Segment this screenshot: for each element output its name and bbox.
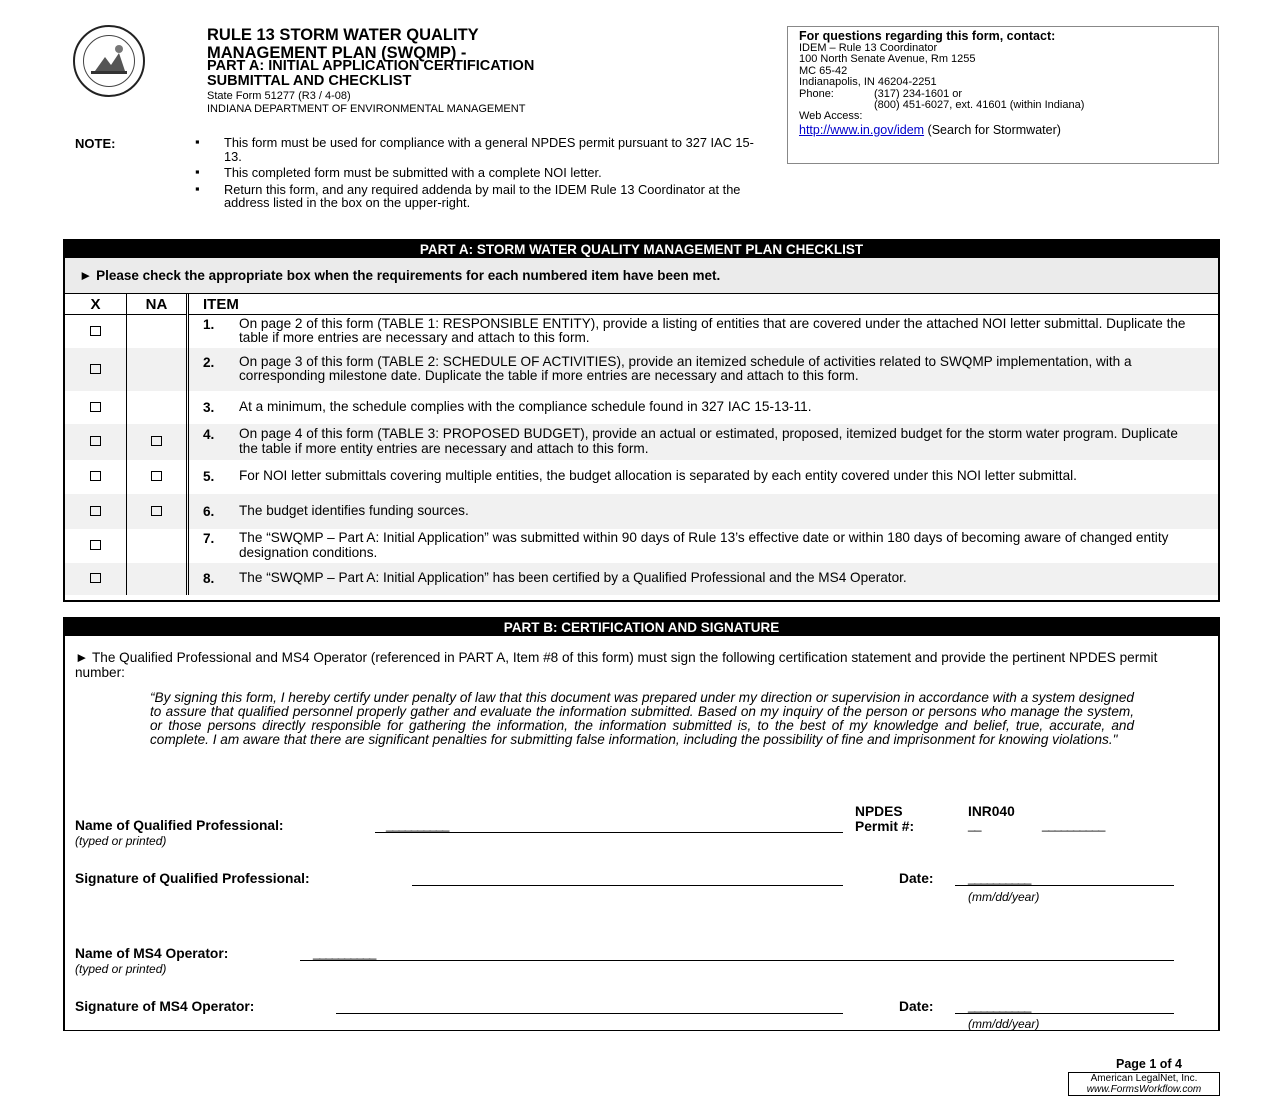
item-text: The “SWQMP – Part A: Initial Application” has been certified by a Qualified Professional and the MS4 Operator.	[239, 570, 907, 585]
checklist-row	[65, 391, 1218, 424]
qp-date-input[interactable]	[955, 885, 1174, 886]
npdes-blank-long[interactable]: __________	[1042, 817, 1105, 832]
note-label: NOTE:	[75, 136, 116, 151]
item-text: At a minimum, the schedule complies with the compliance schedule found in 327 IAC 15-13-11.	[239, 398, 812, 414]
state-seal	[73, 25, 145, 97]
contact-heading: For questions regarding this form, contact:	[799, 29, 1056, 43]
col-item-header: ITEM	[188, 294, 1219, 315]
checkbox-na-4[interactable]	[151, 436, 162, 446]
web-note: (Search for Stormwater)	[924, 122, 1061, 137]
qp-name-blank: __________	[386, 817, 449, 832]
npdes-prefix: INR040	[968, 804, 1015, 819]
note-list	[195, 136, 755, 213]
part-b-bottom-rule	[63, 1030, 1220, 1031]
checkbox-na-5[interactable]	[151, 471, 162, 481]
part-b-intro: ► The Qualified Professional and MS4 Operator (referenced in PART A, Item #8 of this form) must sign the following certification statement and provide the pertinent NPDES permit number:	[75, 650, 1158, 680]
web-label: Web Access:	[799, 110, 863, 123]
qp-date-blank: __________	[968, 870, 1031, 885]
item-number: 2.	[203, 354, 215, 370]
certification-statement: “By signing this form, I hereby certify under penalty of law that this document was prepared under my direction or supervision in accordance with a system designed to assure that qualified personnel properly gather and evaluate the information submitted. Based on my inquiry of the person or persons who manage the system, or those persons directly responsible for gathering the information, the information submitted is, to the best of my knowledge and belief, true, accurate, and complete. I am aware that there are significant penalties for submitting false information, including the possibility of fine and imprisonment for knowing violations."	[150, 690, 1134, 747]
bullet-icon: ▪	[195, 164, 200, 179]
subtitle-line-2: SUBMITTAL AND CHECKLIST	[207, 73, 412, 89]
contact-line: 100 North Senate Avenue, Rm 1255	[799, 53, 976, 66]
checklist-row	[65, 529, 1218, 563]
checkbox-x-4[interactable]	[90, 436, 101, 446]
contact-line: MC 65-42	[799, 64, 848, 77]
qp-name-input[interactable]	[375, 832, 843, 833]
page-number: Page 1 of 4	[1116, 1057, 1182, 1071]
agency-name: INDIANA DEPARTMENT OF ENVIRONMENTAL MANAGEMENT	[207, 103, 526, 115]
note-text: This completed form must be submitted with a complete NOI letter.	[224, 165, 602, 180]
subtitle-line-1: PART A: INITIAL APPLICATION CERTIFICATION	[207, 58, 535, 74]
part-a-title: PART A: STORM WATER QUALITY MANAGEMENT PLAN CHECKLIST	[65, 241, 1218, 258]
qp-date-label: Date:	[899, 871, 934, 886]
bullet-icon: ▪	[195, 180, 200, 196]
ms4-name-blank: __________	[313, 945, 376, 960]
part-a-section	[63, 239, 1220, 602]
checkbox-x-1[interactable]	[90, 326, 101, 336]
contact-line: Indianapolis, IN 46204-2251	[799, 76, 937, 89]
note-item	[195, 180, 755, 210]
checklist-row	[65, 494, 1218, 529]
checklist-header-row	[65, 294, 1218, 315]
form-title	[207, 26, 479, 62]
item-number: 6.	[203, 503, 215, 519]
checkbox-x-8[interactable]	[90, 573, 101, 583]
item-text: On page 3 of this form (TABLE 2: SCHEDULE OF ACTIVITIES), provide an itemized schedule of activities related to SWQMP implementation, with a corresponding milestone date. Duplicate the table if more entries are necessary and attach to this form.	[239, 353, 1132, 383]
qp-signature-label: Signature of Qualified Professional:	[75, 871, 310, 886]
phone-1: (317) 234-1601 or	[874, 87, 963, 100]
part-b-title: PART B: CERTIFICATION AND SIGNATURE	[65, 619, 1218, 636]
item-text: On page 4 of this form (TABLE 3: PROPOSED BUDGET), provide an actual or estimated, proposed, itemized budget for the storm water program. Duplicate the table if more entity entries are necessary and attach to this form.	[239, 426, 1178, 456]
item-text: On page 2 of this form (TABLE 1: RESPONSIBLE ENTITY), provide a listing of entities that are covered under the attached NOI letter submittal. Duplicate the table if more entries are necessary and attach to this form.	[239, 315, 1186, 346]
item-text: The budget identifies funding sources.	[239, 502, 469, 518]
idem-link[interactable]: http://www.in.gov/idem	[799, 122, 925, 137]
qp-name-label: Name of Qualified Professional:	[75, 818, 284, 833]
item-text: The “SWQMP – Part A: Initial Application” was submitted within 90 days of Rule 13’s effective date or within 180 days of becoming aware of changed entity designation conditions.	[239, 530, 1169, 560]
qp-date-format: (mm/dd/year)	[968, 890, 1040, 904]
checklist-table	[65, 294, 1218, 595]
phone-2: (800) 451-6027, ext. 41601 (within Indiana)	[874, 99, 1085, 112]
npdes-label	[855, 804, 914, 834]
item-number: 8.	[203, 571, 215, 586]
ms4-signature-label: Signature of MS4 Operator:	[75, 999, 255, 1014]
ms4-date-label: Date:	[899, 999, 934, 1014]
legal-line-1: American LegalNet, Inc.	[1090, 1073, 1198, 1084]
npdes-label-1: NPDES	[855, 804, 903, 819]
qp-name-sub: (typed or printed)	[75, 834, 167, 848]
legal-line-2: www.FormsWorkflow.com	[1086, 1084, 1202, 1095]
ms4-name-label: Name of MS4 Operator:	[75, 946, 229, 961]
note-item	[195, 166, 755, 180]
npdes-blank-short[interactable]: __	[968, 817, 981, 832]
item-number: 4.	[203, 427, 215, 442]
checkbox-x-2[interactable]	[90, 364, 101, 374]
item-number: 5.	[203, 469, 215, 484]
npdes-label-2: Permit #:	[855, 819, 915, 834]
checklist-row	[65, 424, 1218, 460]
checklist-row	[65, 315, 1218, 348]
note-text: This form must be used for compliance with a general NPDES permit pursuant to 327 IAC 15-13.	[224, 135, 754, 164]
ms4-date-input[interactable]	[955, 1013, 1174, 1014]
qp-signature-input[interactable]	[412, 885, 843, 886]
note-text: Return this form, and any required addenda by mail to the IDEM Rule 13 Coordinator at the address listed in the box on the upper-right.	[224, 181, 741, 210]
state-form-number: State Form 51277 (R3 / 4-08)	[207, 90, 351, 102]
contact-line: IDEM – Rule 13 Coordinator	[799, 42, 938, 54]
item-number: 3.	[203, 399, 215, 415]
ms4-date-blank: __________	[968, 998, 1031, 1013]
legalnet-badge	[1068, 1072, 1220, 1096]
col-x-header: X	[65, 294, 127, 315]
checkbox-x-5[interactable]	[90, 471, 101, 481]
ms4-signature-input[interactable]	[336, 1013, 843, 1014]
web-access	[799, 123, 1207, 137]
title-line-2: MANAGEMENT PLAN (SWQMP) -	[207, 44, 467, 62]
checkbox-x-3[interactable]	[90, 402, 101, 412]
checklist-row	[65, 563, 1218, 595]
item-number: 1.	[203, 316, 215, 332]
title-line-1: RULE 13 STORM WATER QUALITY	[207, 26, 479, 44]
checkbox-x-7[interactable]	[90, 540, 101, 550]
phone-label: Phone:	[799, 87, 834, 100]
note-item	[195, 136, 755, 163]
seal-icon	[75, 27, 143, 95]
checkbox-na-6[interactable]	[151, 506, 162, 516]
part-a-instruction: ► Please check the appropriate box when the requirements for each numbered item have been met.	[65, 258, 1218, 294]
contact-box	[787, 26, 1219, 164]
checklist-row	[65, 460, 1218, 494]
ms4-date-format: (mm/dd/year)	[968, 1017, 1040, 1031]
col-na-header: NA	[127, 294, 188, 315]
form-subtitle	[207, 59, 534, 89]
item-number: 7.	[203, 531, 215, 546]
ms4-name-sub: (typed or printed)	[75, 962, 167, 976]
bullet-icon: ▪	[195, 134, 200, 149]
ms4-name-input[interactable]	[300, 960, 1174, 961]
checkbox-x-6[interactable]	[90, 506, 101, 516]
item-text: For NOI letter submittals covering multiple entities, the budget allocation is separated by each entity covered under this NOI letter submittal.	[239, 468, 1077, 483]
checklist-row	[65, 348, 1218, 391]
